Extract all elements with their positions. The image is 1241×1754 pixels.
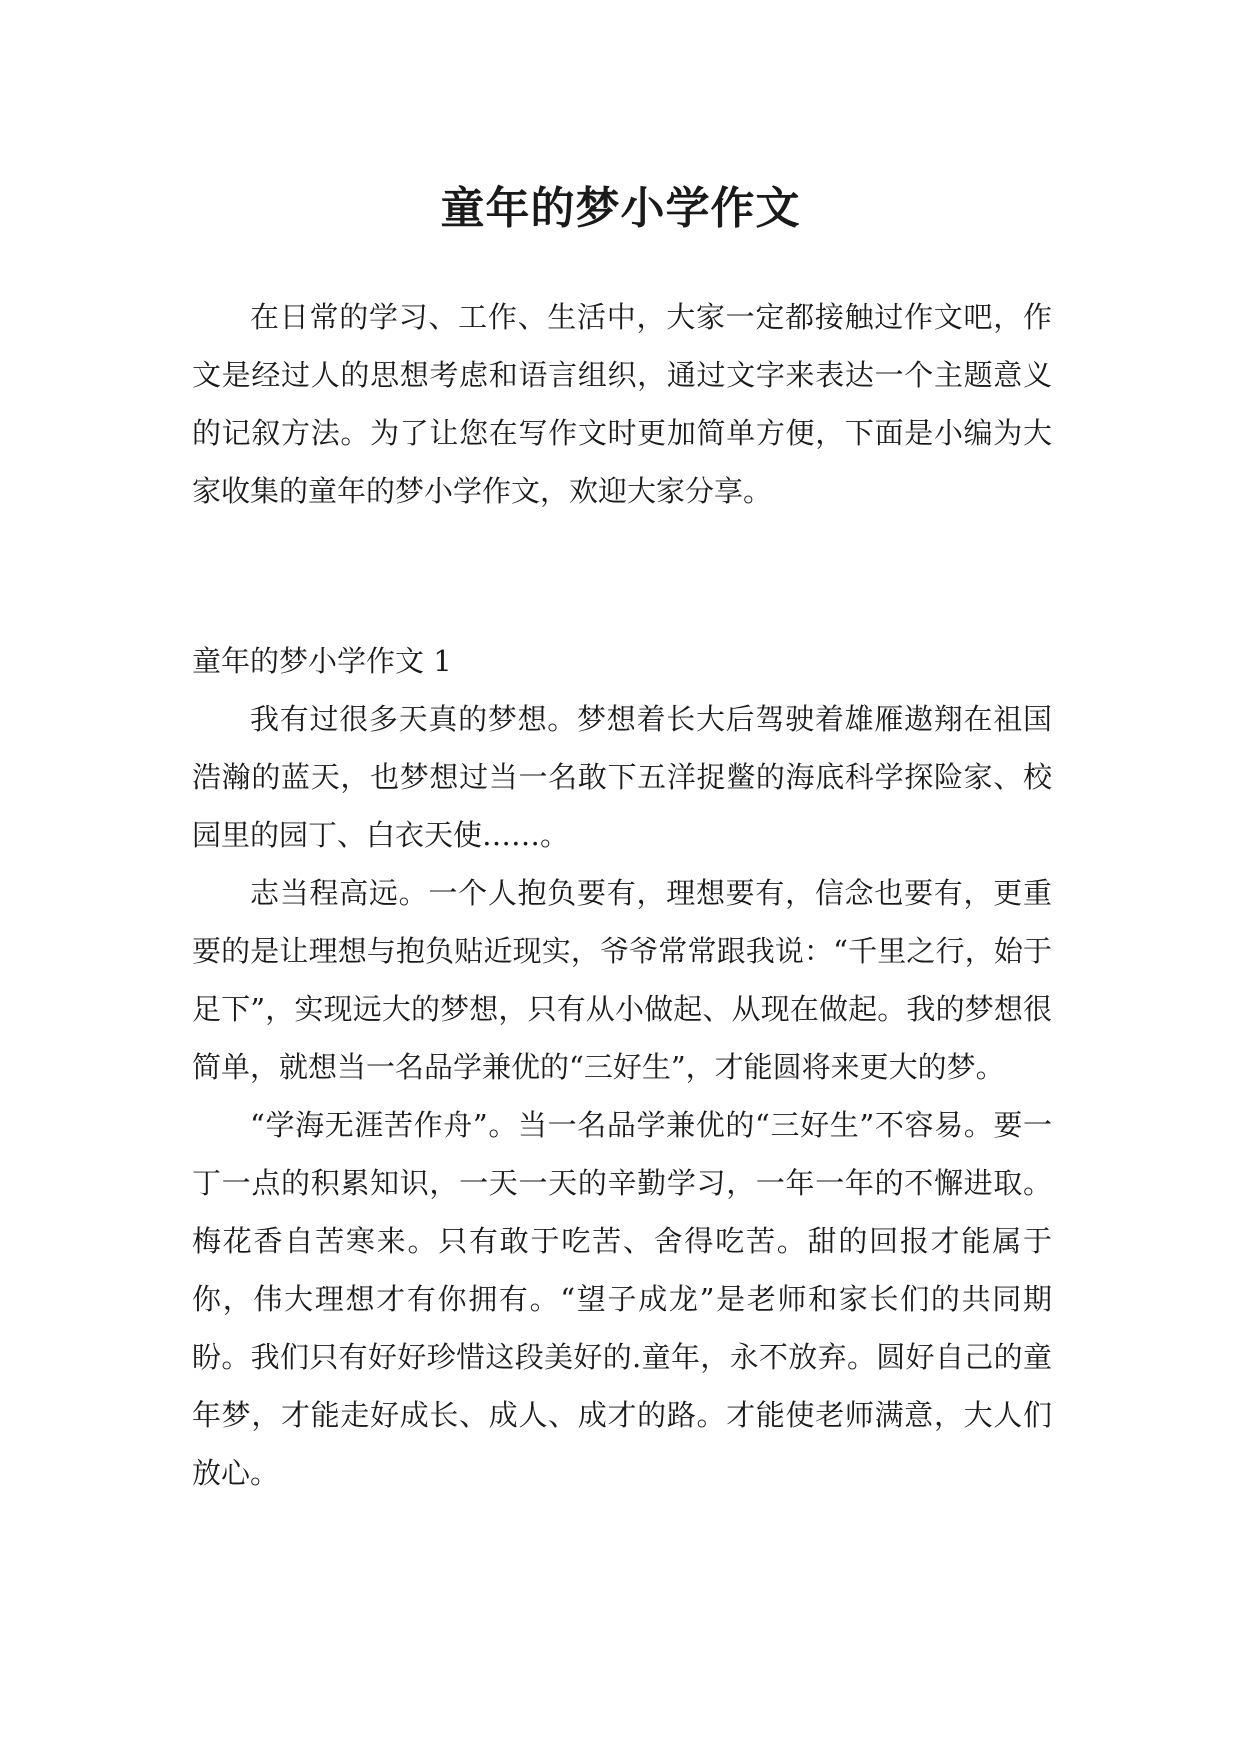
section-heading: 童年的梦小学作文 1 — [192, 644, 452, 678]
intro-paragraph: 在日常的学习、工作、生活中，大家一定都接触过作文吧，作文是经过人的思想考虑和语言组织，通过文字来表达一个主题意义的记叙方法。为了让您在写作文时更加简单方便，下面是小编为大家收集的童年的梦小学作文，欢迎大家分享。 — [192, 300, 1052, 508]
essay-section-1 — [192, 632, 1052, 1502]
document-title: 童年的梦小学作文 — [440, 183, 801, 235]
intro-block — [192, 288, 1052, 520]
essay-paragraph-2: 志当程高远。一个人抱负要有，理想要有，信念也要有，更重要的是让理想与抱负贴近现实，爷爷常常跟我说：“千里之行，始于足下”，实现远大的梦想，只有从小做起、从现在做起。我的梦想很简单，就想当一名品学兼优的“三好生”，才能圆将来更大的梦。 — [192, 876, 1052, 1084]
essay-paragraph-3: “学海无涯苦作舟”。当一名品学兼优的“三好生”不容易。要一丁一点的积累知识，一天一天的辛勤学习，一年一年的不懈进取。梅花香自苦寒来。只有敢于吃苦、舍得吃苦。甜的回报才能属于你，伟大理想才有你拥有。“望子成龙”是老师和家长们的共同期盼。我们只有好好珍惜这段美好的.童年，永不放弃。圆好自己的童年梦，才能走好成长、成人、成才的路。才能使老师满意，大人们放心。 — [192, 1108, 1052, 1490]
essay-paragraph-1: 我有过很多天真的梦想。梦想着长大后驾驶着雄雁遨翔在祖国浩瀚的蓝天，也梦想过当一名敢下五洋捉鳖的海底科学探险家、校园里的园丁、白衣天使……。 — [192, 702, 1052, 852]
